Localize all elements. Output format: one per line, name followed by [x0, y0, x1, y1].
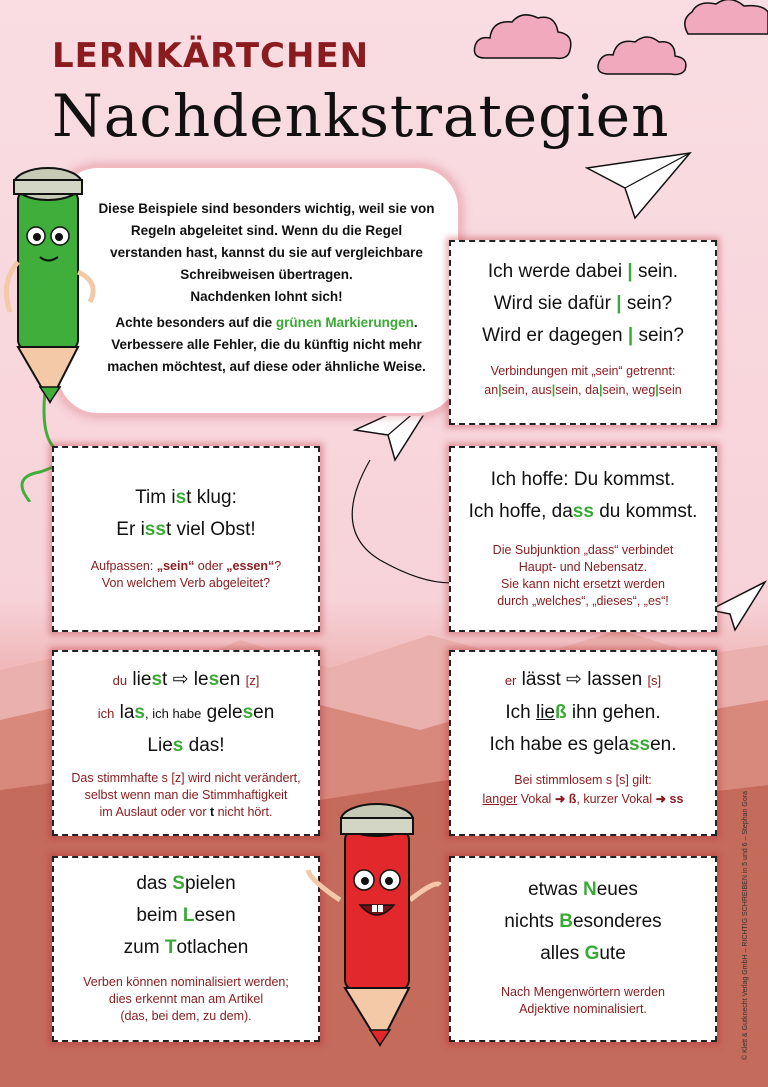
page-title: Nachdenkstrategien [52, 82, 670, 150]
card-rule: Das stimmhafte s [z] wird nicht verändert, selbst wenn man die Stimmhaftigkeit im Auslaut oder vor t nicht hört. [71, 771, 301, 819]
example-line: Ich werde dabei | sein. [487, 261, 679, 282]
red-pencil-mascot-icon [300, 790, 450, 1060]
example-line: Wird sie dafür | sein? [493, 293, 673, 314]
intro-paragraph: Diese Beispiele sind besonders wichtig, weil sie von Regeln abgeleitet sind. Wenn du die Regel verstanden hast, kannst du sie auf vergleichbare Schreibweisen übertragen. [98, 201, 435, 282]
card-lassen [449, 650, 717, 836]
example-line: Wird er dagegen | sein? [482, 325, 684, 346]
cloud-icon [595, 28, 690, 83]
card-dass [449, 446, 717, 632]
card-rule: Bei stimmlosem s [s] gilt: langer Vokal ➜ ß, kurzer Vokal ➜ ss [482, 773, 684, 806]
cloud-icon [470, 8, 580, 68]
card-rule: Verbindungen mit „sein“ getrennt: an|sein, aus|sein, da|sein, weg|sein [484, 364, 682, 397]
intro-text [94, 198, 439, 378]
card-example: das Spielen beim Lesen zum Totlachen [123, 873, 249, 958]
card-ist-isst [52, 446, 320, 632]
card-example: er lässt ⇨ lassen [s] Ich ließ ihn gehen. Ich habe es gelassen. [489, 669, 677, 755]
copyright-credit: © Klett & Gutknecht Verlag GmbH – RICHTIG SCHREIBEN in 5 und 6 – Stephan Gora [742, 791, 749, 1060]
card-example: etwas Neues nichts Besonderes alles Gute [504, 879, 662, 964]
card-example [451, 256, 715, 352]
card-nominalisierung-adjektive [449, 856, 717, 1042]
card-rule: Aufpassen: „sein“ oder „essen“? Von welchem Verb abgeleitet? [90, 559, 282, 590]
page-kicker: LERNKÄRTCHEN [52, 36, 370, 76]
card-rule: Verben können nominalisiert werden; dies erkennt man am Artikel (das, bei dem, zu dem). [83, 975, 289, 1023]
card-example: Tim ist klug: Er isst viel Obst! [116, 487, 256, 540]
card-nominalisierung-verben [52, 856, 320, 1042]
intro-instructions: Achte besonders auf die grünen Markierungen. Verbessere alle Fehler, die du künftig nicht mehr machen möchtest, auf diese oder ähnliche Weise. [107, 315, 426, 374]
intro-motto: Nachdenken lohnt sich! [190, 289, 343, 304]
card-sein-verbindungen [449, 240, 717, 425]
paper-plane-icon [585, 148, 695, 223]
intro-bubble [58, 168, 458, 413]
card-rule: Die Subjunktion „dass“ verbindet Haupt- und Nebensatz. Sie kann nicht ersetzt werden durch „welches“, „dieses“, „es“! [492, 543, 674, 608]
card-example: du liest ⇨ lesen [z] ich las, ich habe gelesen Lies das! [97, 669, 275, 756]
cloud-icon [680, 0, 768, 45]
card-rule: Nach Mengenwörtern werden Adjektive nominalisiert. [501, 985, 665, 1016]
card-lesen [52, 650, 320, 836]
card-example: Ich hoffe: Du kommst. Ich hoffe, dass du kommst. [468, 469, 698, 522]
